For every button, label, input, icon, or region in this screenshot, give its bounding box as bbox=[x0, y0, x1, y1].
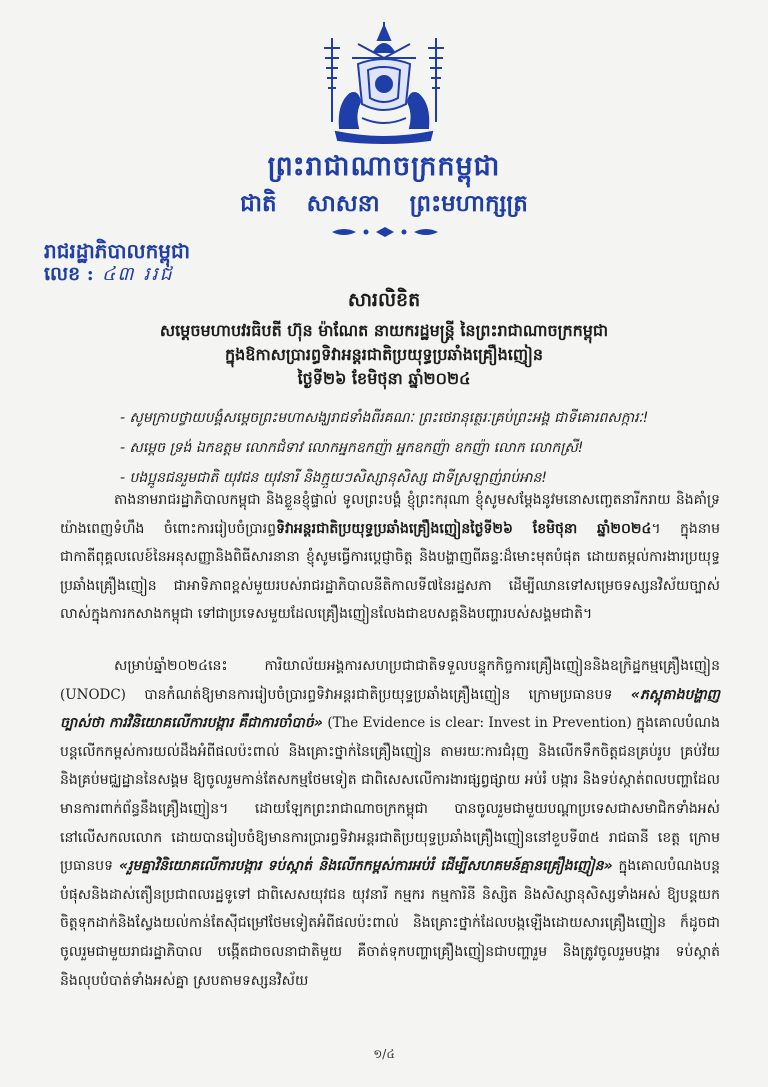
para2-theme-kh: «ភស្តុតាងបង្ហាញច្បាស់ថា ការវិនិយោគលើការបង្ការ គឺជាការចាំបាច់» bbox=[60, 686, 721, 732]
motto-religion: សាសនា bbox=[306, 190, 380, 217]
ornament-divider-icon bbox=[330, 226, 440, 238]
reference-value: ៤៣ ររជ bbox=[101, 263, 174, 285]
government-name: រាជរដ្ឋាភិបាលកម្ពុជា bbox=[44, 239, 190, 263]
motto-nation: ជាតិ bbox=[240, 190, 277, 217]
para1-text-b: ។ ក្នុងនាមជាកាតីពុគ្គលលេខ៍នៃអនុសញ្ញានិងពិធីសារនានា ខ្ញុំសូមធ្វើការប្ដេជ្ញាចិត្ត និងបង្ហាញពីឆន្ទៈដ៏មោះមុតបំផុត ដោយតម្កល់ការងារប្រយុទ្ធប្រឆាំងគ្រឿងញៀន ជាអាទិភាពខ្ពស់មួយរបស់រាជរដ្ឋាភិបាលនីតិកាលទី៧នៃរដ្ឋសភា ដើម្បីឈានទៅសម្រេចទស្សនវិស័យច្បាស់លាស់ក្នុងការកសាងកម្ពុជា ទៅជាប្រទេសមួយដែលគ្រឿងញៀនលែងជាឧបសគ្គនិងបញ្ហារបស់សង្គមជាតិ។ bbox=[60, 520, 720, 623]
motto-king: ព្រះមហាក្សត្រ bbox=[409, 190, 528, 217]
national-motto bbox=[0, 190, 768, 223]
salutation-clergy: - សូមក្រាបថ្វាយបង្គំសម្ដេចព្រះមហាសង្ឃរាជទាំងពីរគណៈ ព្រះថេរានុត្ថេរៈគ្រប់ព្រះអង្គ ជាទីគោរពសក្ការៈ! bbox=[120, 410, 649, 426]
para1-text-a: តាងនាមរាជរដ្ឋាភិបាលកម្ពុជា និងខ្លួនខ្ញុំផ្ទាល់ ទូលព្រះបង្គំ ខ្ញុំព្រះករុណា ខ្ញុំសូមសម្ដែងនូវមនោសញ្ចេតនារីករាយ និងគាំទ្រយ៉ាងពេញទំហឹង ចំពោះការរៀបចំប្រារព្ធ bbox=[60, 492, 720, 537]
document-type: សារលិខិត bbox=[347, 289, 421, 311]
title-line-3: ថ្ងៃទី២៦ ខែមិថុនា ឆ្នាំ២០២៤ bbox=[297, 369, 471, 388]
message-title-block bbox=[0, 288, 768, 391]
para2-text-d: ក្នុងគោលបំណងបន្តបំផុសនិងដាស់តឿនប្រជាពលរដ្ឋទូទៅ ជាពិសេសយុវជន យុវនារី កម្មករ កម្មការិនី និស្សិត និងសិស្សានុសិស្សទាំងអស់ ឱ្យបន្តយកចិត្តទុកដាក់និងស្វែងយល់កាន់តែស៊ីជម្រៅថែមទៀតអំពីផលប៉ះពាល់ និងគ្រោះថ្នាក់ដែលបង្កឡើងដោយសារគ្រឿងញៀន ក៏ដូចជាចូលរួមជាមួយរាជរដ្ឋាភិបាល បង្កើតជាចលនាជាតិមួយ គឺចាត់ទុកបញ្ហាគ្រឿងញៀនជាបញ្ហារួម និងត្រូវចូលរួមបង្ការ ទប់ស្កាត់ និងលុបបំបាត់ទាំងអស់គ្នា ស្របតាមទស្សនវិស័យ bbox=[60, 858, 721, 989]
body-paragraph-1 bbox=[60, 486, 720, 629]
para2-theme2-kh: «រួមគ្នាវិនិយោគលើការបង្ការ ទប់ស្កាត់ និងលើកកម្ពស់ការអប់រំ ដើម្បីសហគមន៍គ្មានគ្រឿងញៀន» bbox=[118, 858, 613, 875]
para2-text-a: សម្រាប់ឆ្នាំ២០២៤នេះ ការិយាល័យអង្គការសហប្រជាជាតិទទួលបន្ទុកកិច្ចការគ្រឿងញៀននិងឧក្រិដ្ឋកម្មគ្រឿងញៀន bbox=[114, 658, 720, 674]
reference-number bbox=[44, 262, 174, 290]
salutations-list bbox=[120, 403, 720, 493]
salutation-citizens: - បងប្អូនជនរួមជាតិ យុវជន យុវនារី និងក្មួយៗសិស្សានុសិស្ស ជាទីស្រឡាញ់រាប់អាន! bbox=[120, 470, 548, 486]
para2-text-c: ក្នុងគោលបំណងបន្តលើកកម្ពស់ការយល់ដឹងអំពីផលប៉ះពាល់ និងគ្រោះថ្នាក់នៃគ្រឿងញៀន តាមរយៈការជំរុញ និងលើកទឹកចិត្តជនគ្រប់រូប គ្រប់វ័យ និងគ្រប់មជ្ឈដ្ឋាននៃសង្គម ឱ្យចូលរួមកាន់តែសកម្មថែមទៀត ជាពិសេសលើការងារផ្សព្វផ្សាយ អប់រំ បង្ការ និងទប់ស្កាត់ពលបញ្ហាដែលមានការពាក់ព័ន្ធនឹងគ្រឿងញៀន។ ដោយឡែកព្រះរាជាណាចក្រកម្ពុជា បានចូលរួមជាមួយបណ្ដាប្រទេសជាសមាជិកទាំងអស់នៅលើសកលលោក ដោយបានរៀបចំឱ្យមានការប្រារព្ធទិវាអន្តរជាតិប្រយុទ្ធប្រឆាំងគ្រឿងញៀននៅខួបទី៣៥ រាជធានី ខេត្ត ក្រោមប្រធានបទ bbox=[60, 715, 721, 875]
reference-label: លេខ : bbox=[44, 263, 94, 285]
body-paragraph-2 bbox=[60, 652, 720, 995]
royal-coat-of-arms-icon bbox=[318, 18, 450, 146]
para2-unodc: (UNODC) bbox=[60, 686, 126, 703]
title-line-1: សម្ដេចមហាបវរធិបតី ហ៊ុន ម៉ាណែត នាយករដ្ឋមន្ត្រី នៃព្រះរាជាណាចក្រកម្ពុជា bbox=[159, 321, 609, 340]
para2-theme-en: (The Evidence is clear: Invest in Prevention) bbox=[327, 715, 632, 732]
kingdom-title: ព្រះរាជាណាចក្រកម្ពុជា bbox=[267, 151, 501, 182]
para2-text-b: បានកំណត់ឱ្យមានការរៀបចំប្រារព្ធទិវាអន្តរជាតិប្រយុទ្ធប្រឆាំងគ្រឿងញៀន ក្រោមប្រធានបទ bbox=[144, 686, 613, 703]
salutation-dignitaries: - សម្ដេច ទ្រង់ ឯកឧត្តម លោកជំទាវ លោកអ្នកឧកញ៉ា អ្នកឧកញ៉ា ឧកញ៉ា លោក លោកស្រី! bbox=[120, 440, 584, 456]
para1-day-name: ទិវាអន្តរជាតិប្រយុទ្ធប្រឆាំងគ្រឿងញៀនថ្ងៃទី២៦ ខែមិថុនា ឆ្នាំ២០២៤ bbox=[276, 520, 652, 537]
title-line-2: ក្នុងឱកាសប្រារព្ធទិវាអន្តរជាតិប្រយុទ្ធប្រឆាំងគ្រឿងញៀន bbox=[224, 345, 544, 364]
page-number: ១/៤ bbox=[373, 1047, 395, 1061]
